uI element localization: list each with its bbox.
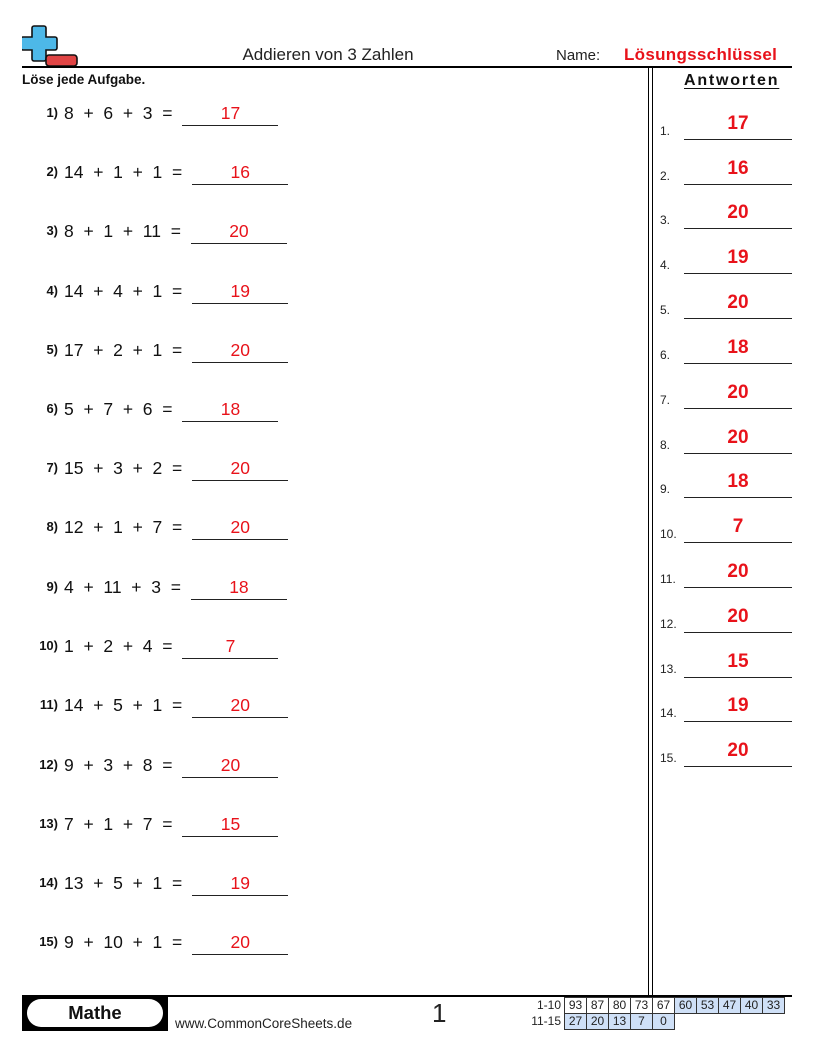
problem-expression: 8 + 1 + 11 =	[64, 221, 181, 241]
problem-answer: 20	[230, 340, 250, 360]
score-cell: 73	[631, 998, 653, 1014]
problem-answer: 7	[225, 636, 236, 656]
answer-key-value: 20	[727, 561, 749, 582]
answer-key-line	[684, 649, 792, 678]
score-cell-empty	[719, 1014, 741, 1030]
subject-badge: Mathe	[27, 999, 163, 1027]
problem-expression: 15 + 3 + 2 =	[64, 458, 183, 478]
answer-key-number: 12.	[660, 617, 677, 631]
answer-key-number: 15.	[660, 751, 677, 765]
problem-number: 9)	[46, 579, 58, 594]
answer-key-value: 7	[732, 516, 744, 537]
answer-key-value: 18	[727, 471, 749, 492]
problem-number: 7)	[46, 460, 58, 475]
problem-answer: 20	[230, 932, 250, 952]
answer-key-number: 6.	[660, 348, 671, 362]
answer-key-value: 15	[727, 651, 749, 672]
answer-blank[interactable]	[182, 636, 278, 659]
problem-answer: 18	[220, 399, 241, 419]
problem-item	[22, 274, 288, 304]
answer-key-value: 19	[727, 695, 749, 716]
score-cell-empty	[697, 1014, 719, 1030]
instructions: Löse jede Aufgabe.	[22, 72, 146, 87]
score-cell: 47	[719, 998, 741, 1014]
answer-key-value: 20	[727, 292, 749, 313]
problem-number: 5)	[46, 342, 58, 357]
answer-key-line	[684, 693, 792, 722]
problem-expression: 5 + 7 + 6 =	[64, 399, 173, 419]
answer-key-item	[660, 737, 792, 767]
answer-key-number: 14.	[660, 706, 677, 720]
problem-answer: 20	[230, 695, 250, 715]
answer-key-item	[660, 468, 792, 498]
answer-key-value: 20	[727, 382, 749, 403]
score-row-11-15	[528, 1014, 785, 1030]
problem-item	[22, 925, 288, 955]
problem-number: 11)	[39, 697, 58, 712]
score-cell: 33	[763, 998, 785, 1014]
score-cell: 20	[587, 1014, 609, 1030]
answer-key-item	[660, 513, 792, 543]
problem-answer: 20	[230, 517, 250, 537]
answer-key-item	[660, 334, 792, 364]
problem-item	[22, 96, 278, 126]
problem-expression: 14 + 5 + 1 =	[64, 695, 183, 715]
score-cell: 0	[653, 1014, 675, 1030]
answer-blank[interactable]	[192, 873, 288, 896]
problem-number: 6)	[46, 401, 58, 416]
answer-key-value: 20	[727, 606, 749, 627]
problem-item	[22, 629, 278, 659]
problem-item	[22, 807, 278, 837]
problem-answer: 19	[230, 873, 250, 893]
score-cell: 7	[631, 1014, 653, 1030]
problem-answer: 15	[220, 814, 241, 834]
name-label: Name:	[556, 47, 601, 64]
answers-heading: Antworten	[684, 72, 780, 89]
answer-key-item	[660, 379, 792, 409]
answer-key-number: 7.	[660, 393, 671, 407]
answer-blank[interactable]	[191, 221, 287, 244]
problem-item	[22, 510, 288, 540]
score-cell: 93	[565, 998, 587, 1014]
score-row-label: 11-15	[531, 1014, 561, 1028]
answer-key-item	[660, 424, 792, 454]
problem-number: 2)	[46, 164, 58, 179]
problem-expression: 8 + 6 + 3 =	[64, 103, 173, 123]
answer-key-number: 13.	[660, 662, 677, 676]
score-cell: 67	[653, 998, 675, 1014]
worksheet-title: Addieren von 3 Zahlen	[242, 45, 414, 64]
answer-key-line	[684, 514, 792, 543]
answer-blank[interactable]	[192, 517, 288, 540]
problem-item	[22, 333, 288, 363]
problem-expression: 12 + 1 + 7 =	[64, 517, 183, 537]
answer-blank[interactable]	[191, 577, 287, 600]
problem-expression: 4 + 11 + 3 =	[64, 577, 181, 597]
problem-expression: 14 + 1 + 1 =	[64, 162, 183, 182]
problem-item	[22, 748, 278, 778]
answer-key-number: 4.	[660, 258, 671, 272]
answer-key-item	[660, 692, 792, 722]
answer-key-line	[684, 245, 792, 274]
problem-item	[22, 392, 278, 422]
problem-number: 10)	[39, 638, 58, 653]
answer-blank[interactable]	[192, 932, 288, 955]
answer-key-value: 19	[727, 247, 749, 268]
answer-blank[interactable]	[192, 458, 288, 481]
answer-key-number: 9.	[660, 482, 671, 496]
answer-blank[interactable]	[182, 755, 278, 778]
page-number: 1	[432, 998, 447, 1028]
problem-number: 15)	[39, 934, 58, 949]
score-row-1-10	[528, 998, 785, 1014]
answer-key-value: 20	[727, 202, 749, 223]
column-divider	[648, 68, 653, 996]
score-cell: 53	[697, 998, 719, 1014]
answer-blank[interactable]	[182, 399, 278, 422]
problem-answer: 20	[220, 755, 241, 775]
answer-key-value: 20	[727, 427, 749, 448]
header-divider	[22, 66, 792, 68]
answer-key-line	[684, 738, 792, 767]
answer-blank[interactable]	[192, 695, 288, 718]
problem-answer: 16	[230, 162, 250, 182]
answer-key-line	[684, 111, 792, 140]
answer-key-item	[660, 289, 792, 319]
problem-expression: 13 + 5 + 1 =	[64, 873, 183, 893]
answer-key-number: 11.	[660, 572, 676, 586]
problem-number: 8)	[46, 519, 58, 534]
answer-key-line	[684, 335, 792, 364]
problem-answer: 20	[229, 221, 249, 241]
answer-key-number: 1.	[660, 124, 671, 138]
problem-answer: 19	[230, 281, 250, 301]
score-cell: 13	[609, 1014, 631, 1030]
answer-blank[interactable]	[182, 103, 278, 126]
answer-key-value: 18	[727, 337, 749, 358]
problem-expression: 1 + 2 + 4 =	[64, 636, 173, 656]
score-cell-empty	[675, 1014, 697, 1030]
answer-key-item	[660, 648, 792, 678]
problem-number: 13)	[39, 816, 58, 831]
answer-key-number: 5.	[660, 303, 671, 317]
answer-blank[interactable]	[192, 162, 288, 185]
answer-key-line	[684, 425, 792, 454]
problem-number: 1)	[46, 105, 58, 120]
score-table	[528, 997, 785, 1030]
problem-expression: 9 + 10 + 1 =	[64, 932, 183, 952]
answer-blank[interactable]	[182, 814, 278, 837]
answer-key-item	[660, 155, 792, 185]
answer-key-value: 16	[727, 158, 749, 179]
answer-key-number: 10.	[660, 527, 677, 541]
score-row-label: 1-10	[536, 998, 561, 1012]
answer-key-number: 2.	[660, 169, 671, 183]
problem-number: 4)	[46, 283, 58, 298]
problem-item	[22, 570, 287, 600]
problem-item	[22, 688, 288, 718]
problem-expression: 17 + 2 + 1 =	[64, 340, 183, 360]
problem-answer: 18	[229, 577, 249, 597]
answer-key-line	[684, 200, 792, 229]
answer-key-item	[660, 244, 792, 274]
problem-answer: 17	[220, 103, 241, 123]
score-cell: 40	[741, 998, 763, 1014]
answer-key-line	[684, 604, 792, 633]
answer-key-item	[660, 199, 792, 229]
answer-key-line	[684, 380, 792, 409]
problem-expression: 14 + 4 + 1 =	[64, 281, 183, 301]
answer-blank[interactable]	[192, 281, 288, 304]
answer-key-item	[660, 110, 792, 140]
score-cell: 27	[565, 1014, 587, 1030]
problem-answer: 20	[230, 458, 250, 478]
problem-number: 14)	[39, 875, 58, 890]
answer-key-value: 20	[727, 740, 749, 761]
score-cell: 87	[587, 998, 609, 1014]
answer-key-line	[684, 290, 792, 319]
problem-item	[22, 155, 288, 185]
answer-key-item	[660, 603, 792, 633]
answer-key-item	[660, 558, 792, 588]
score-cell: 80	[609, 998, 631, 1014]
problem-number: 12)	[39, 757, 58, 772]
answer-blank[interactable]	[192, 340, 288, 363]
problem-expression: 9 + 3 + 8 =	[64, 755, 173, 775]
score-cell: 60	[675, 998, 697, 1014]
answer-key-number: 3.	[660, 213, 671, 227]
problem-item	[22, 214, 287, 244]
problem-number: 3)	[46, 223, 58, 238]
answer-key-line	[684, 559, 792, 588]
score-cell-empty	[763, 1014, 785, 1030]
answer-key-value: 17	[727, 113, 749, 134]
problem-item	[22, 866, 288, 896]
answer-key-line	[684, 156, 792, 185]
name-value: Lösungsschlüssel	[624, 45, 778, 64]
website-link[interactable]: www.CommonCoreSheets.de	[175, 1016, 353, 1031]
problem-item	[22, 451, 288, 481]
answer-key-number: 8.	[660, 438, 671, 452]
answer-key-line	[684, 469, 792, 498]
problem-expression: 7 + 1 + 7 =	[64, 814, 173, 834]
score-cell-empty	[741, 1014, 763, 1030]
